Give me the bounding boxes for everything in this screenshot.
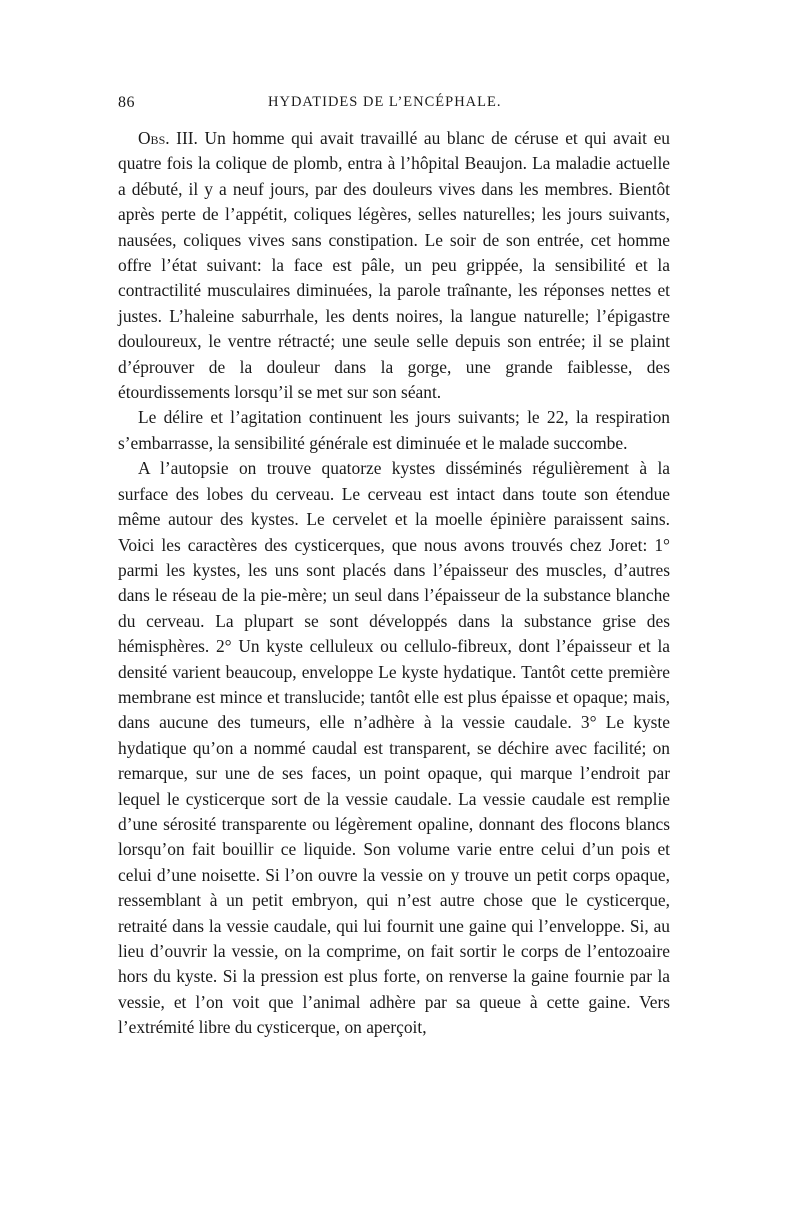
paragraph-progression: Le délire et l’agitation continuent les jours suivants; le 22, la respiration s’embarrasse, la sensibilité générale est diminuée et le malade succombe. (118, 407, 670, 453)
paragraph-autopsy: A l’autopsie on trouve quatorze kystes disséminés régulièrement à la surface des lobes du cerveau. Le cerveau est intact dans toute son étendue même autour des kystes. Le cervelet et la moelle épinière paraissent sains. Voici les caractères des cysticerques, que nous avons trouvés chez Joret: 1° parmi les kystes, les uns sont placés dans l’épaisseur des muscles, d’autres dans le réseau de la pie-mère; un seul dans l’épaisseur de la substance blanche du cerveau. La plupart se sont développés dans la substance grise des hémisphères. 2° Un kyste celluleux ou cellulo-fibreux, dont l’épaisseur et la densité varient beaucoup, enveloppe Le kyste hydatique. Tantôt cette première membrane est mince et translucide; tantôt elle est plus épaisse et opaque; mais, dans aucune des tumeurs, elle n’adhère à la vessie caudale. 3° Le kyste hydatique qu’on a nommé caudal est transparent, se déchire avec facilité; on remarque, sur une de ses faces, un point opaque, qui marque l’endroit par lequel le cysticerque sort de la vessie caudale. La vessie caudale est remplie d’une sérosité transparente ou légèrement opaline, donnant des flocons blancs lorsqu’on fait bouillir ce liquide. Son volume varie entre celui d’un pois et celui d’une noisette. Si l’on ouvre la vessie on y trouve un petit corps opaque, ressemblant à un petit embryon, qui n’est autre chose que le cysticerque, retraité dans la vessie caudale, qui lui fournit une gaine qui l’enveloppe. Si, au lieu d’ouvrir la vessie, on la comprime, on fait sortir le corps de l’entozoaire hors du kyste. Si la pression est plus forte, on renverse la gaine fournie par la vessie, et l’on voit que l’animal adhère par sa queue à cette gaine. Vers l’extrémité libre du cysticerque, on aperçoit, (118, 458, 670, 1038)
paragraph-observation (118, 126, 670, 405)
observation-label: Obs. III. (138, 128, 198, 148)
page-number: 86 (118, 94, 135, 111)
running-head (118, 94, 670, 118)
body-text (118, 126, 670, 1041)
book-page (118, 94, 670, 1041)
chapter-title: HYDATIDES DE L’ENCÉPHALE. (268, 94, 502, 110)
paragraph-observation-text: Un homme qui avait travaillé au blanc de céruse et qui avait eu quatre fois la colique de plomb, entra à l’hôpital Beaujon. La maladie actuelle a débuté, il y a neuf jours, par des douleurs vives dans les membres. Bientôt après perte de l’appétit, coliques légères, selles naturelles; les jours suivants, nausées, coliques vives sans constipation. Le soir de son entrée, cet homme offre l’état suivant: la face est pâle, un peu grippée, la sensibilité et la contractilité musculaires diminuées, la parole traînante, les réponses nettes et justes. L’haleine saburrhale, les dents noires, la langue naturelle; l’épigastre douloureux, le ventre rétracté; une seule selle depuis son entrée; il se plaint d’éprouver de la douleur dans la gorge, une grande faiblesse, des étourdissements lorsqu’il se met sur son séant. (118, 128, 670, 403)
